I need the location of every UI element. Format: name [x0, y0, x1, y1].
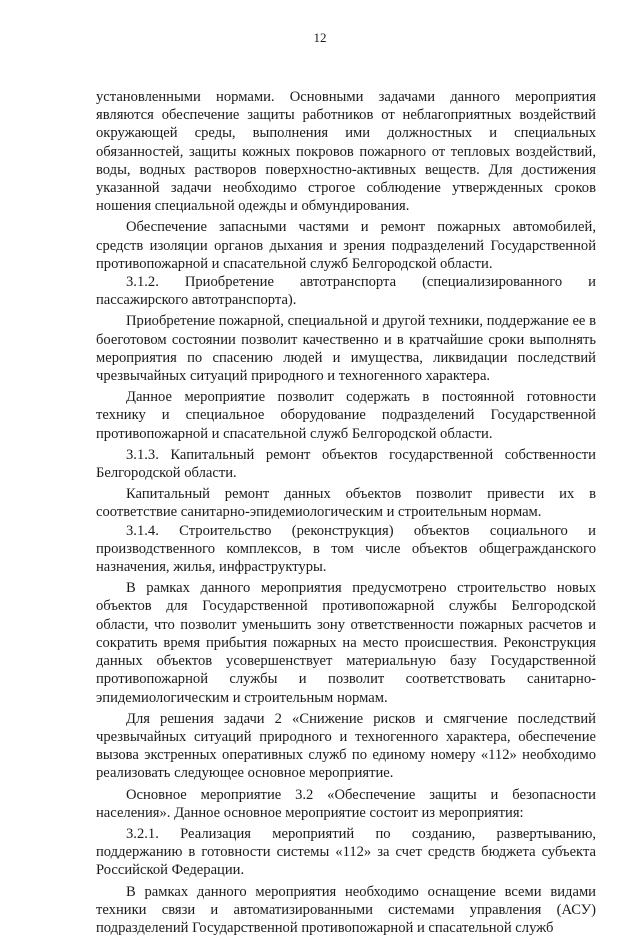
- paragraph: В рамках данного мероприятия предусмотрено строительство новых объектов для Государственной противопожарной службы Белгородской области, что позволит уменьшить зону ответственности пожарных расчетов и сократить время прибытия пожарных на место происшествия. Реконструкция данных объектов усовершенствует материальную базу Государственной противопожарной службы и позволит соответствовать санитарно-эпидемиологическим и строительным нормам.: [96, 580, 596, 706]
- paragraph: Приобретение пожарной, специальной и другой техники, поддержание ее в боеготовом состоянии позволит качественно и в кратчайшие сроки выполнять мероприятия по спасению людей и имущества, ликвидации последствий чрезвычайных ситуаций природного и техногенного характера.: [96, 313, 596, 385]
- section-heading: 3.1.4. Строительство (реконструкция) объектов социального и производственного комплексов, в том числе объектов общегражданского назначения, жилья, инфраструктуры.: [96, 522, 596, 576]
- page-number: 12: [313, 30, 327, 45]
- section-heading: 3.2.1. Реализация мероприятий по созданию, развертыванию, поддержанию в готовности системы «112» за счет средств бюджета субъекта Российской Федерации.: [96, 825, 596, 879]
- paragraph: В рамках данного мероприятия необходимо оснащение всеми видами техники связи и автоматизированными системами управления (АСУ) подразделений Государственной противопожарной и спасательной служб: [96, 883, 596, 936]
- paragraph: Для решения задачи 2 «Снижение рисков и смягчение последствий чрезвычайных ситуаций природного и техногенного характера, обеспечение вызова экстренных оперативных служб по единому номеру «112» необходимо реализовать следующее основное мероприятие.: [96, 710, 596, 782]
- paragraph: установленными нормами. Основными задачами данного мероприятия являются обеспечение защиты работников от неблагоприятных воздействий окружающей среды, выполнения ими должностных и специальных обязанностей, защиты кожных покровов пожарного от тепловых воздействий, воды, водных растворов поверхностно-активных веществ. Для достижения указанной задачи необходимо строгое соблюдение утвержденных сроков ношения специальной одежды и обмундирования.: [96, 89, 596, 215]
- paragraph: Капитальный ремонт данных объектов позволит привести их в соответствие санитарно-эпидемиологическим и строительным нормам.: [96, 486, 596, 521]
- paragraph: Основное мероприятие 3.2 «Обеспечение защиты и безопасности населения». Данное основное мероприятие состоит из мероприятия:: [96, 786, 596, 821]
- section-heading: 3.1.2. Приобретение автотранспорта (специализированного и пассажирского автотранспорта).: [96, 274, 596, 309]
- paragraph: Обеспечение запасными частями и ремонт пожарных автомобилей, средств изоляции органов дыхания и зрения подразделений Государственной противопожарной и спасательной служб Белгородской области.: [96, 219, 596, 272]
- paragraph: Данное мероприятие позволит содержать в постоянной готовности технику и специальное оборудование подразделений Государственной противопожарной и спасательной служб Белгородской области.: [96, 389, 596, 442]
- document-body: [96, 88, 596, 937]
- section-heading: 3.1.3. Капитальный ремонт объектов государственной собственности Белгородской области.: [96, 446, 596, 482]
